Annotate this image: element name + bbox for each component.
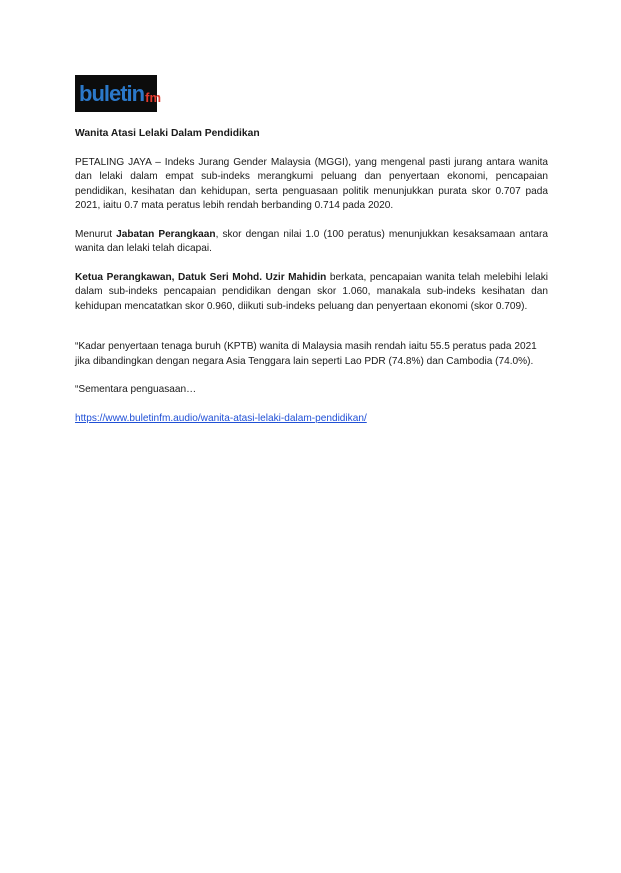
paragraph-quote-kptb: “Kadar penyertaan tenaga buruh (KPTB) wanita di Malaysia masih rendah iaitu 55.5 peratus pada 2021 jika dibandingkan dengan negara Asia Tenggara lain seperti Lao PDR (74.8%) dan Cambodia (74.0%). — [75, 341, 537, 367]
article-body — [75, 127, 548, 440]
paragraph-intro: PETALING JAYA – Indeks Jurang Gender Malaysia (MGGI), yang mengenal pasti jurang antara wanita dan lelaki dalam empat sub-indeks merangkumi peluang dan penyertaan ekonomi, pencapaian pendidikan, kesihatan dan kehidupan, serta penguasaan politik menunjukkan purata skor 0.707 pada 2021, iaitu 0.7 mata peratus lebih rendah berbanding 0.714 pada 2020. — [75, 156, 548, 211]
article-title: Wanita Atasi Lelaki Dalam Pendidikan — [75, 128, 260, 139]
article-link[interactable]: https://www.buletinfm.audio/wanita-atasi-lelaki-dalam-pendidikan/ — [75, 412, 367, 424]
logo-word: buletin — [79, 80, 145, 106]
paragraph-ketua-bold: Ketua Perangkawan, Datuk Seri Mohd. Uzir Mahidin — [75, 271, 327, 283]
paragraph-jabatan-bold: Jabatan Perangkaan — [116, 228, 216, 240]
paragraph-ketua — [75, 271, 548, 315]
spacer — [75, 328, 548, 340]
buletinfm-logo — [75, 75, 161, 112]
paragraph-quote-sementara: “Sementara penguasaan… — [75, 384, 197, 395]
paragraph-jabatan — [75, 228, 548, 257]
paragraph-ketua-rest: berkata, pencapaian wanita telah melebihi lelaki dalam sub-indeks pencapaian pendidikan dengan skor 1.060, manakala sub-indeks kesihatan dan kehidupan mencatatkan skor 0.960, diikuti sub-indeks peluang dan penyertaan ekonomi (skor 0.709). — [75, 271, 548, 312]
paragraph-jabatan-prefix: Menurut — [75, 228, 117, 240]
logo-suffix: fm — [145, 90, 161, 105]
paragraph-jabatan-rest: , skor dengan nilai 1.0 (100 peratus) menunjukkan kesaksamaan antara wanita dan lelaki telah dicapai. — [75, 228, 548, 254]
article-link-line — [75, 412, 548, 427]
